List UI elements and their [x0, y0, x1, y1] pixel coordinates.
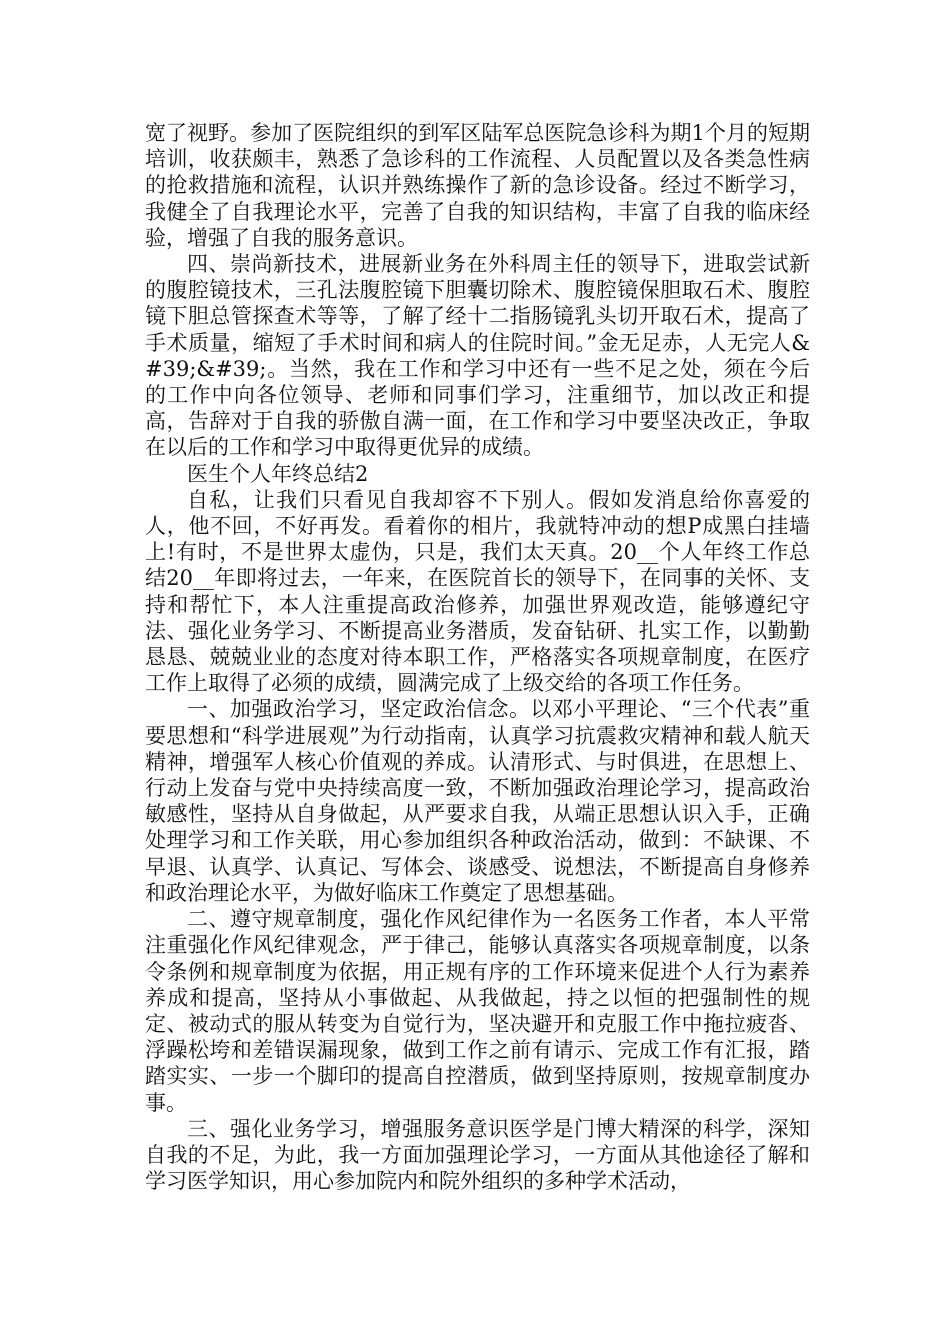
paragraph-section-three: 三、强化业务学习，增强服务意识医学是门博大精深的科学，深知自我的不足，为此，我一方面加强理论学习，一方面从其他途径了解和学习医学知识，用心参加院内和院外组织的多种学术活动，: [145, 1116, 810, 1194]
paragraph-continuation: 宽了视野。参加了医院组织的到军区陆军总医院急诊科为期1个月的短期培训，收获颇丰，熟悉了急诊科的工作流程、人员配置以及各类急性病的抢救措施和流程，认识并熟练操作了新的急诊设备。经过不断学习，我健全了自我理论水平，完善了自我的知识结构，丰富了自我的临床经验，增强了自我的服务意识。: [145, 121, 810, 250]
paragraph-section-two: 二、遵守规章制度，强化作风纪律作为一名医务工作者，本人平常注重强化作风纪律观念，严于律己，能够认真落实各项规章制度，以条令条例和规章制度为依据，用正规有序的工作环境来促进个人行为素养养成和提高，坚持从小事做起、从我做起，持之以恒的把强制性的规定、被动式的服从转变为自觉行为，坚决避开和克服工作中拖拉疲沓、浮躁松垮和差错误漏现象，做到工作之前有请示、完成工作有汇报，踏踏实实、一步一个脚印的提高自控潜质，做到坚持原则，按规章制度办事。: [145, 907, 810, 1115]
paragraph-section-four: 四、崇尚新技术，进展新业务在外科周主任的领导下，进取尝试新的腹腔镜技术，三孔法腹腔镜下胆囊切除术、腹腔镜保胆取石术、腹腔镜下胆总管探查术等等，了解了经十二指肠镜乳头切开取石术，提高了手术质量，缩短了手术时间和病人的住院时间。”金无足赤，人无完人&#39;&#39;。当然，我在工作和学习中还有一些不足之处，须在今后的工作中向各位领导、老师和同事们学习，注重细节，加以改正和提高，告辞对于自我的骄傲自满一面，在工作和学习中要坚决改正，争取在以后的工作和学习中取得更优异的成绩。: [145, 252, 810, 460]
paragraph-section-one: 一、加强政治学习，坚定政治信念。以邓小平理论、“三个代表”重要思想和“科学进展观”为行动指南，认真学习抗震救灾精神和载人航天精神，增强军人核心价值观的养成。认清形式、与时俱进，在思想上、行动上发奋与党中央持续高度一致，不断加强政治理论学习，提高政治敏感性，坚持从自身做起，从严要求自我，从端正思想认识入手，正确处理学习和工作关联，用心参加组织各种政治活动，做到：不缺课、不早退、认真学、认真记、写体会、谈感受、说想法，不断提高自身修养和政治理论水平，为做好临床工作奠定了思想基础。: [145, 697, 810, 905]
section-heading: 医生个人年终总结2: [187, 461, 369, 486]
paragraph-intro: 自私，让我们只看见自我却容不下别人。假如发消息给你喜爱的人，他不回，不好再发。看着你的相片，我就特冲动的想P成黑白挂墙上!有时，不是世界太虚伪，只是，我们太天真。20__个人年终工作总结20__年即将过去，一年来，在医院首长的领导下，在同事的关怀、支持和帮忙下，本人注重提高政治修养，加强世界观改造，能够遵纪守法、强化业务学习、不断提高业务潜质，发奋钻研、扎实工作，以勤勤恳恳、兢兢业业的态度对待本职工作，严格落实各项规章制度，在医疗工作上取得了必须的成绩，圆满完成了上级交给的各项工作任务。: [145, 487, 810, 696]
document-body: [145, 120, 810, 1194]
